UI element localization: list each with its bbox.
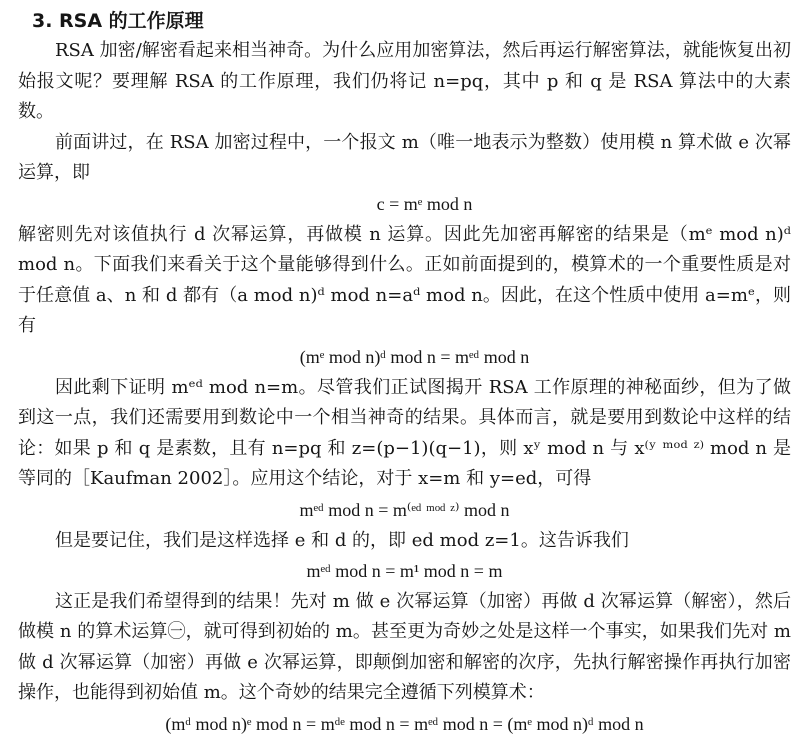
equation-commutative: (mᵈ mod n)ᵉ mod n = mᵈᵉ mod n = mᵉᵈ mod n = (mᵉ mod n)ᵈ mod n [165,714,644,735]
equation-exponent-reduction: mᵉᵈ mod n = m⁽ᵉᵈ ᵐᵒᵈ ᶻ⁾ mod n [299,499,510,520]
equation-result: mᵉᵈ mod n = m¹ mod n = m [306,561,503,582]
equation-encrypt: c = mᵉ mod n [376,193,473,214]
paragraph-intro: RSA 加密/解密看起来相当神奇。为什么应用加密算法，然后再运行解密算法，就能恢复出初始报文呢？要理解 RSA 的工作原理，我们仍将记 n=pq，其中 p 和 q 是 RSA 算法中的大素数。 [18,40,791,123]
paragraph-number-theory: 因此剩下证明 mᵉᵈ mod n=m。尽管我们正试图揭开 RSA 工作原理的神秘面纱，但为了做到这一点，我们还需要用到数论中一个相当神奇的结果。具体而言，就是要用到数论中这样的结论：如果 p 和 q 是素数，且有 n=pq 和 z=(p−1)(q−1)，则 xʸ mod n 与 x⁽ʸ ᵐᵒᵈ ᶻ⁾ mod n 是等同的［Kaufman 2002］。应用这个结论，对于 x=m 和 y=ed，可得 [18,376,791,490]
paragraph-decryption: 解密则先对该值执行 d 次幂运算，再做模 n 运算。因此先加密再解密的结果是（mᵉ mod n)ᵈ mod n。下面我们来看关于这个量能够得到什么。正如前面提到的，模算术的一个重要性质是对于任意值 a、n 和 d 都有（a mod n)ᵈ mod n=aᵈ mod n。因此，在这个性质中使用 a=mᵉ，则有 [18,223,791,337]
paragraph-choice-of-e-d: 但是要记住，我们是这样选择 e 和 d 的，即 ed mod z=1。这告诉我们 [55,529,629,551]
paragraph-conclusion: 这正是我们希望得到的结果！先对 m 做 e 次幂运算（加密）再做 d 次幂运算（解密），然后做模 n 的算术运算㊀，就可得到初始的 m。甚至更为奇妙之处是这样一个事实，如果我们先对 m 做 d 次幂运算（加密）再做 e 次幂运算，即颠倒加密和解密的次序，先执行解密操作再执行加密操作，也能得到初始值 m。这个奇妙的结果完全遵循下列模算术： [18,590,791,704]
equation-mod-property: (mᵉ mod n)ᵈ mod n = mᵉᵈ mod n [299,346,530,367]
section-heading: 3. RSA 的工作原理 [32,10,204,32]
paragraph-encryption: 前面讲过，在 RSA 加密过程中，一个报文 m（唯一地表示为整数）使用模 n 算术做 e 次幂运算，即 [18,131,791,184]
